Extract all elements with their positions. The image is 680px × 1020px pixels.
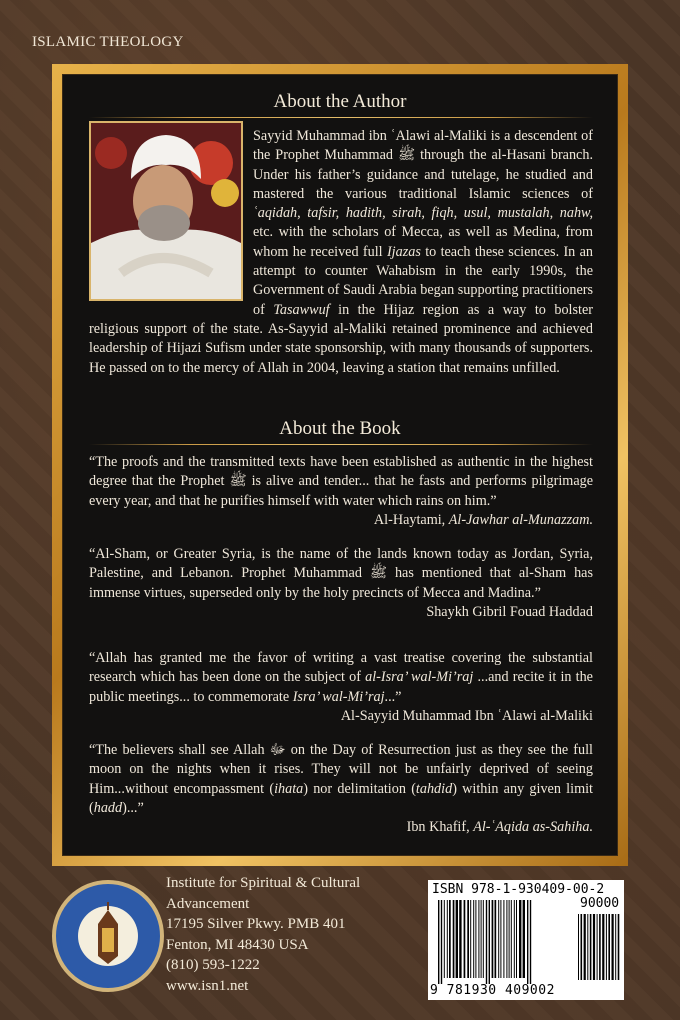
text-run: ...” bbox=[384, 688, 402, 705]
barcode-bar bbox=[503, 900, 504, 978]
quote-body bbox=[89, 742, 593, 816]
addon-bar bbox=[590, 914, 592, 980]
barcode-bar bbox=[447, 900, 448, 978]
addon-bar bbox=[581, 914, 583, 980]
quote-1 bbox=[89, 453, 593, 530]
barcode-bar bbox=[444, 900, 445, 978]
italic-term: al-Isra’ wal-Mi’raj bbox=[365, 669, 474, 686]
isbn-label: ISBN 978-1-930409-00-2 bbox=[432, 882, 605, 897]
italic-term: hadd bbox=[93, 799, 123, 816]
text-run: “The proofs and the transmitted texts have been established as authentic in the highest degree that the Prophet ﷺ is alive and tender... that he fasts and performs pilgrimage every year, and that he purifies himself with water which rains on him.” bbox=[89, 454, 594, 509]
addon-bar bbox=[602, 914, 604, 980]
barcode-bar bbox=[475, 900, 476, 978]
italic-term: ʿaqidah, tafsir, hadith, sirah, fiqh, usul, mustalah, nahw, bbox=[253, 205, 593, 222]
addon-bar bbox=[606, 914, 607, 980]
text-run: Sayyid Muhammad ibn ʿAlawi al-Maliki is a descendent of the Prophet Muhammad ﷺ through the al-Hasani branch. Under his father’s guidance and tutelage, he studied and mastered the various traditional Islamic sciences of bbox=[253, 128, 593, 202]
barcode-bar bbox=[495, 900, 497, 978]
italic-term: Al-ʿAqida as-Sahiha. bbox=[473, 819, 593, 836]
barcode-bar bbox=[523, 900, 525, 978]
barcode-bar bbox=[498, 900, 499, 978]
publisher-city: Fenton, MI 48430 USA bbox=[166, 936, 309, 953]
publisher-line: Advancement bbox=[166, 895, 250, 912]
quote-attribution bbox=[89, 818, 593, 837]
barcode-bar bbox=[500, 900, 501, 978]
publisher-phone: (810) 593-1222 bbox=[166, 957, 260, 973]
barcode-bar bbox=[473, 900, 474, 978]
text-run: etc. with the scholars of Mecca, as well as Medina, from whom he received full bbox=[253, 224, 593, 260]
text-run: “The believers shall see Allah ﷻ on the Day of Resurrection just as they see the full moon on the nights when it rises. They will not be unfairly deprived of seeing Him...without encompassment ( bbox=[89, 742, 594, 797]
lantern-logo-icon bbox=[56, 884, 160, 988]
institute-seal bbox=[52, 880, 164, 992]
barcode-bar bbox=[483, 900, 484, 978]
quote-body bbox=[89, 546, 593, 601]
addon-bar bbox=[599, 914, 601, 980]
quote-body bbox=[89, 454, 593, 509]
barcode-bars bbox=[428, 880, 624, 1000]
author-heading: About the Author bbox=[273, 91, 407, 112]
barcode-bar bbox=[456, 900, 458, 978]
ean-digits: 9 781930 409002 bbox=[430, 983, 555, 998]
text-run: “Al-Sham, or Greater Syria, is the name of the lands known today as Jordan, Syria, Palestine, and Lebanon. Prophet Muhammad ﷺ has mentioned that al-Sham has immense virtues, superseded only by the holy precincts of Mecca and Madina.” bbox=[89, 546, 593, 601]
barcode-bar bbox=[511, 900, 512, 978]
barcode-bar bbox=[478, 900, 479, 978]
quote-attribution bbox=[89, 511, 593, 530]
addon-bar bbox=[608, 914, 610, 980]
text-run: to teach these sciences. In an attempt to counter Wahabism in the early 1990s, the Government of Saudi Arabia began supporting practitioners of bbox=[253, 243, 594, 318]
content-panel bbox=[62, 74, 618, 856]
addon-bar bbox=[587, 914, 588, 980]
publisher-line: Institute for Spiritual & Cultural bbox=[166, 875, 361, 891]
photo-spacer bbox=[89, 127, 253, 313]
barcode-bar bbox=[527, 900, 528, 984]
quote-4 bbox=[89, 741, 593, 837]
barcode-bar bbox=[516, 900, 517, 978]
text-run: Ibn Khafif, bbox=[406, 819, 474, 836]
book-heading: About the Book bbox=[279, 418, 401, 439]
book-rule bbox=[89, 444, 593, 445]
gold-frame bbox=[52, 64, 628, 866]
barcode-bar bbox=[519, 900, 521, 978]
barcode-bar bbox=[449, 900, 451, 978]
addon-bar bbox=[612, 914, 614, 980]
italic-term: ihata bbox=[274, 780, 304, 797]
barcode-bar bbox=[514, 900, 515, 978]
barcode-bar bbox=[459, 900, 461, 978]
text-run: in the Hijaz region as a way to bolster religious support of the state. As-Sayyid al-Maliki retained prominence and achieved leadership of Hijazi Sufism under state sponsorship, with many thousands of supporters. He passed on to the mercy of Allah in 2004, leaving a station that remains unfilled. bbox=[89, 301, 593, 376]
barcode-bar bbox=[453, 900, 455, 978]
quote-3 bbox=[89, 649, 593, 726]
text-run: )...” bbox=[122, 799, 144, 816]
quote-attribution bbox=[89, 707, 593, 726]
publisher-website: www.isn1.net bbox=[166, 977, 249, 994]
barcode-bar bbox=[470, 900, 471, 978]
quote-attribution bbox=[89, 603, 593, 622]
barcode-bar bbox=[441, 900, 442, 984]
addon-bar bbox=[615, 914, 616, 980]
italic-term: Ijazas bbox=[386, 243, 421, 260]
author-rule bbox=[89, 117, 593, 118]
quote-body bbox=[89, 650, 593, 705]
barcode-bar bbox=[481, 900, 482, 978]
italic-term: Isra’ wal-Mi’raj bbox=[292, 688, 385, 705]
text-run: Al-Haytami, bbox=[373, 511, 449, 528]
italic-term: Al-Jawhar al-Munazzam. bbox=[448, 511, 593, 528]
barcode-bar bbox=[492, 900, 494, 978]
italic-term: Tasawwuf bbox=[273, 301, 330, 318]
barcode-bar bbox=[509, 900, 510, 978]
quote-2 bbox=[89, 545, 593, 622]
text-run: ) within any given limit ( bbox=[89, 780, 593, 816]
isbn-barcode bbox=[428, 880, 624, 1000]
barcode-bar bbox=[489, 900, 490, 984]
price-code: 90000 bbox=[580, 896, 620, 911]
barcode-bar bbox=[438, 900, 439, 984]
text-run: “Allah has granted me the favor of writing a vast treatise covering the substantial research which has been done on the subject of bbox=[89, 650, 593, 686]
addon-bar bbox=[578, 914, 579, 980]
barcode-bar bbox=[530, 900, 531, 984]
text-run: ...and recite it in the public meetings... to commemorate bbox=[89, 669, 593, 705]
series-label: ISLAMIC THEOLOGY bbox=[32, 34, 184, 50]
publisher-info bbox=[166, 873, 360, 996]
italic-term: tahdid bbox=[415, 780, 453, 797]
barcode-bar bbox=[486, 900, 487, 984]
addon-bar bbox=[597, 914, 598, 980]
barcode-bar bbox=[464, 900, 466, 978]
barcode-bar bbox=[506, 900, 507, 978]
text-run: Shaykh Gibril Fouad Haddad bbox=[426, 603, 593, 620]
text-run: Al-Sayyid Muhammad Ibn ʿAlawi al-Maliki bbox=[340, 707, 593, 724]
barcode-bar bbox=[467, 900, 469, 978]
addon-bar bbox=[593, 914, 595, 980]
text-run: ) nor delimitation ( bbox=[303, 780, 416, 797]
publisher-address: 17195 Silver Pkwy. PMB 401 bbox=[166, 916, 346, 932]
author-bio bbox=[89, 127, 593, 378]
addon-bar bbox=[584, 914, 586, 980]
addon-bar bbox=[618, 914, 620, 980]
